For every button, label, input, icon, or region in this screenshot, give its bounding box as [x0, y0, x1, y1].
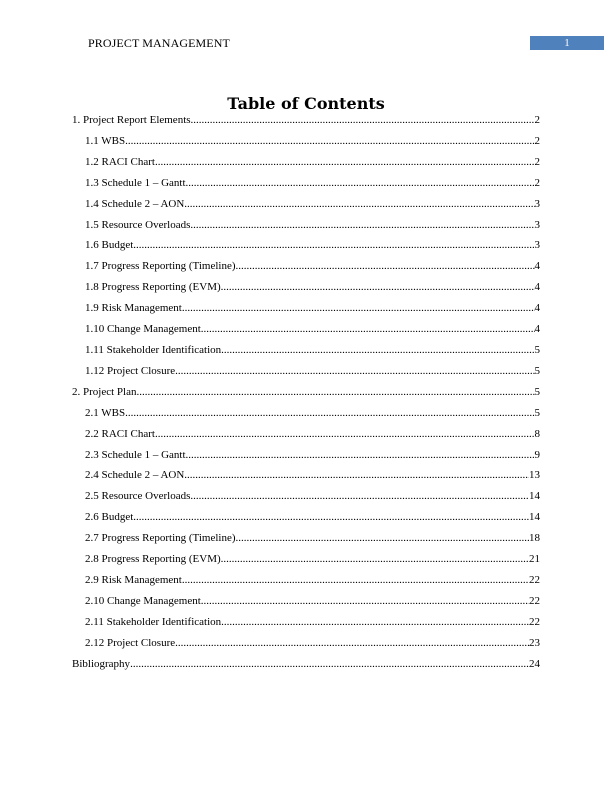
- toc-entry-label[interactable]: 2. Project Plan: [72, 385, 137, 398]
- toc-entry[interactable]: [72, 281, 540, 302]
- toc-entry-label[interactable]: 1.6 Budget: [85, 239, 134, 252]
- toc-dot-leader: [125, 407, 534, 419]
- toc-dot-leader: [136, 386, 534, 398]
- toc-entry-label[interactable]: 1.11 Stakeholder Identification: [85, 343, 222, 356]
- table-of-contents: [72, 114, 540, 678]
- toc-entry[interactable]: [72, 239, 540, 260]
- toc-dot-leader: [182, 302, 535, 314]
- toc-entry-page-number[interactable]: 2: [534, 155, 540, 168]
- toc-dot-leader: [175, 637, 529, 649]
- toc-entry-label[interactable]: 2.10 Change Management: [85, 594, 201, 607]
- toc-entry-label[interactable]: 2.2 RACI Chart: [85, 427, 155, 440]
- toc-entry[interactable]: [72, 219, 540, 240]
- toc-entry-page-number[interactable]: 18: [529, 532, 540, 545]
- toc-entry-page-number[interactable]: 5: [534, 406, 540, 419]
- toc-entry-page-number[interactable]: 4: [534, 302, 540, 315]
- toc-entry-page-number[interactable]: 8: [534, 427, 540, 440]
- toc-entry-label[interactable]: 1.4 Schedule 2 – AON: [85, 197, 185, 210]
- toc-entry-page-number[interactable]: 2: [534, 134, 540, 147]
- toc-entry[interactable]: [72, 595, 540, 616]
- toc-dot-leader: [133, 511, 529, 523]
- toc-entry[interactable]: [72, 114, 540, 135]
- toc-dot-leader: [221, 616, 529, 628]
- toc-entry[interactable]: [72, 658, 540, 679]
- toc-entry[interactable]: [72, 511, 540, 532]
- toc-entry[interactable]: [72, 344, 540, 365]
- toc-entry-page-number[interactable]: 3: [534, 218, 540, 231]
- toc-dot-leader: [186, 449, 535, 461]
- toc-entry-label[interactable]: 2.6 Budget: [85, 511, 134, 524]
- toc-entry-page-number[interactable]: 14: [529, 490, 540, 503]
- toc-entry-label[interactable]: 1.5 Resource Overloads: [85, 218, 191, 231]
- toc-entry-label[interactable]: 1.9 Risk Management: [85, 302, 182, 315]
- toc-entry[interactable]: [72, 616, 540, 637]
- toc-entry-label[interactable]: 1.3 Schedule 1 – Gantt: [85, 176, 186, 189]
- toc-entry-page-number[interactable]: 23: [529, 636, 540, 649]
- page-number-badge: 1: [530, 36, 604, 50]
- toc-entry[interactable]: [72, 469, 540, 490]
- toc-entry[interactable]: [72, 386, 540, 407]
- toc-entry-page-number[interactable]: 24: [529, 657, 540, 670]
- toc-entry-label[interactable]: 2.1 WBS: [85, 406, 126, 419]
- toc-entry-page-number[interactable]: 4: [534, 260, 540, 273]
- toc-entry-page-number[interactable]: 2: [534, 114, 540, 126]
- toc-dot-leader: [190, 219, 534, 231]
- toc-dot-leader: [191, 114, 535, 126]
- toc-dot-leader: [201, 323, 535, 335]
- toc-entry-page-number[interactable]: 22: [529, 615, 540, 628]
- toc-dot-leader: [221, 553, 529, 565]
- toc-entry-page-number[interactable]: 2: [534, 176, 540, 189]
- toc-entry-label[interactable]: 2.3 Schedule 1 – Gantt: [85, 448, 186, 461]
- toc-entry-page-number[interactable]: 9: [534, 448, 540, 461]
- toc-entry-label[interactable]: 1.1 WBS: [85, 134, 126, 147]
- toc-entry[interactable]: [72, 135, 540, 156]
- toc-entry-label[interactable]: 2.4 Schedule 2 – AON: [85, 469, 185, 482]
- toc-dot-leader: [155, 156, 535, 168]
- toc-entry[interactable]: [72, 407, 540, 428]
- toc-heading: Table of Contents: [227, 94, 385, 113]
- toc-entry-page-number[interactable]: 21: [529, 553, 540, 566]
- toc-entry-label[interactable]: 1. Project Report Elements: [72, 114, 191, 126]
- toc-dot-leader: [221, 344, 534, 356]
- toc-dot-leader: [190, 490, 529, 502]
- toc-entry[interactable]: [72, 637, 540, 658]
- toc-dot-leader: [133, 239, 534, 251]
- toc-entry[interactable]: [72, 198, 540, 219]
- toc-entry-page-number[interactable]: 5: [534, 364, 540, 377]
- toc-entry-page-number[interactable]: 3: [534, 239, 540, 252]
- toc-entry-page-number[interactable]: 3: [534, 197, 540, 210]
- toc-dot-leader: [221, 281, 535, 293]
- toc-entry[interactable]: [72, 177, 540, 198]
- toc-dot-leader: [201, 595, 529, 607]
- toc-entry-page-number[interactable]: 4: [534, 323, 540, 336]
- toc-entry-label[interactable]: 1.7 Progress Reporting (Timeline): [85, 260, 236, 273]
- toc-entry[interactable]: [72, 574, 540, 595]
- toc-entry-page-number[interactable]: 4: [534, 281, 540, 294]
- toc-entry[interactable]: [72, 553, 540, 574]
- toc-entry[interactable]: [72, 490, 540, 511]
- toc-entry-label[interactable]: 2.5 Resource Overloads: [85, 490, 191, 503]
- toc-entry-page-number[interactable]: 22: [529, 594, 540, 607]
- toc-entry[interactable]: [72, 302, 540, 323]
- toc-entry[interactable]: [72, 260, 540, 281]
- toc-entry-label[interactable]: 2.7 Progress Reporting (Timeline): [85, 532, 236, 545]
- toc-dot-leader: [182, 574, 529, 586]
- toc-entry-page-number[interactable]: 5: [534, 343, 540, 356]
- running-header-title: PROJECT MANAGEMENT: [88, 36, 230, 50]
- toc-entry-page-number[interactable]: 13: [529, 469, 540, 482]
- toc-entry[interactable]: [72, 449, 540, 470]
- toc-entry-label[interactable]: 1.12 Project Closure: [85, 364, 176, 377]
- toc-dot-leader: [155, 428, 535, 440]
- toc-dot-leader: [236, 532, 529, 544]
- toc-entry-label[interactable]: 2.9 Risk Management: [85, 573, 182, 586]
- toc-entry[interactable]: [72, 365, 540, 386]
- toc-dot-leader: [125, 135, 534, 147]
- toc-entry[interactable]: [72, 323, 540, 344]
- toc-entry-page-number[interactable]: 22: [529, 573, 540, 586]
- toc-dot-leader: [184, 198, 534, 210]
- toc-entry-label[interactable]: 1.10 Change Management: [85, 323, 201, 336]
- toc-entry[interactable]: [72, 428, 540, 449]
- toc-entry-label[interactable]: 2.8 Progress Reporting (EVM): [85, 553, 221, 566]
- toc-entry-label[interactable]: 1.8 Progress Reporting (EVM): [85, 281, 221, 294]
- toc-entry-page-number[interactable]: 5: [534, 385, 540, 398]
- toc-entry[interactable]: [72, 156, 540, 177]
- toc-dot-leader: [130, 658, 529, 670]
- toc-dot-leader: [186, 177, 535, 189]
- toc-dot-leader: [184, 469, 529, 481]
- toc-entry-label[interactable]: 2.12 Project Closure: [85, 636, 176, 649]
- toc-dot-leader: [175, 365, 534, 377]
- toc-entry[interactable]: [72, 532, 540, 553]
- toc-entry-page-number[interactable]: 14: [529, 511, 540, 524]
- toc-dot-leader: [236, 260, 535, 272]
- toc-entry-label[interactable]: 1.2 RACI Chart: [85, 155, 155, 168]
- toc-entry-label[interactable]: 2.11 Stakeholder Identification: [85, 615, 222, 628]
- toc-entry-label[interactable]: Bibliography: [72, 657, 131, 670]
